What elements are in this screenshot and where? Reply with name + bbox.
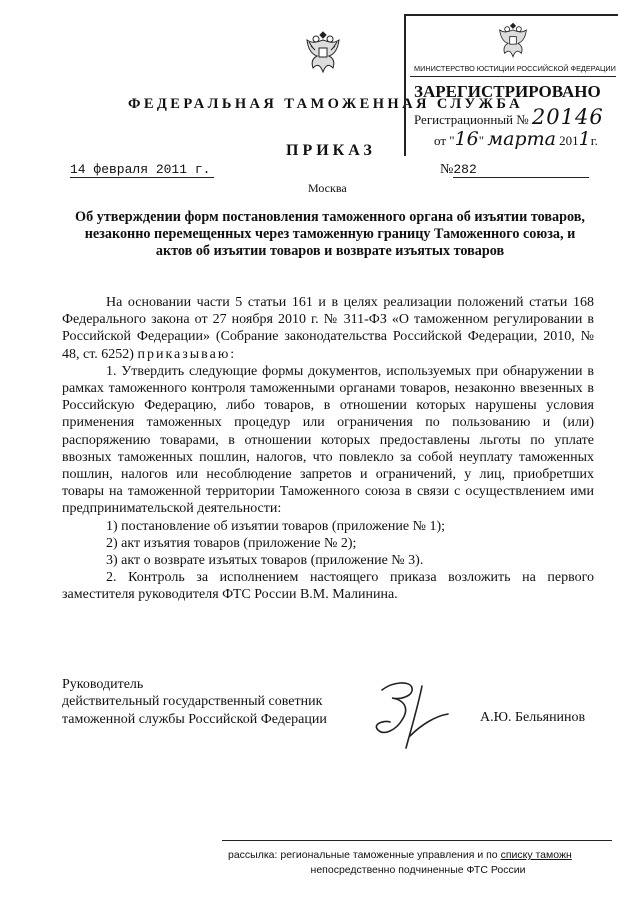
signatory-name: А.Ю. Бельянинов bbox=[480, 710, 586, 725]
agency-name: ФЕДЕРАЛЬНАЯ ТАМОЖЕННАЯ СЛУЖБА bbox=[128, 96, 524, 112]
stamp-divider bbox=[410, 76, 616, 77]
footer-divider bbox=[222, 840, 612, 841]
order-number: 282 bbox=[453, 162, 589, 178]
stamp-date-day: 16 bbox=[454, 128, 479, 150]
distribution-note bbox=[222, 848, 614, 878]
order-number-label: № bbox=[440, 162, 454, 177]
list-item: 1) постановление об изъятии товаров (приложение № 1); bbox=[106, 518, 446, 534]
order-date: 14 февраля 2011 г. bbox=[70, 162, 214, 178]
registration-stamp bbox=[404, 14, 618, 156]
stamp-date-prefix: от " bbox=[434, 133, 455, 148]
stamp-date-suffix: г. bbox=[590, 133, 598, 148]
stamp-ministry: МИНИСТЕРСТВО ЮСТИЦИИ РОССИЙСКОЙ ФЕДЕРАЦИИ bbox=[414, 64, 616, 73]
stamp-reg-label: Регистрационный № bbox=[414, 112, 529, 127]
signatory-line-3: таможенной службы Российской Федерации bbox=[62, 711, 327, 727]
stamp-date-year-prefix: 201 bbox=[559, 133, 579, 148]
clause-2: 2. Контроль за исполнением настоящего приказа возложить на первого заместителя руководителя ФТС России В.М. Малинина. bbox=[62, 570, 594, 603]
stamp-coat-of-arms-icon bbox=[496, 20, 530, 65]
document-body bbox=[62, 294, 594, 604]
clause-1: 1. Утвердить следующие формы документов, используемых при обнаружении в рамках таможенного контроля таможенными органами товаров, незаконно ввезенных в Российскую Федерацию, либо товаров, в отношении которых нарушены условия применения таможенных процедур или ограничения по пользованию и (или) распоряжению товарами, в отношении которых предоставлены льготы по уплате ввозных таможенных пошлин, налогов, что повлекло за собой неуплату таможенных пошлин, налогов или несоблюдение запретов и ограничений, у лиц, приобретших товары на таможенной территории Таможенного союза в связи с осуществлением ими предпринимательской деятельности: bbox=[62, 363, 594, 517]
stamp-reg-number: 20146 bbox=[531, 105, 604, 129]
stamp-date-month: марта bbox=[487, 128, 556, 150]
list-item: 3) акт о возврате изъятых товаров (приложение № 3). bbox=[106, 553, 424, 569]
signatory-line-2: действительный государственный советник bbox=[62, 694, 323, 710]
stamp-registered: ЗАРЕГИСТРИРОВАНО bbox=[414, 82, 601, 101]
distribution-prefix: рассылка: региональные таможенные управления и по bbox=[228, 849, 501, 861]
distribution-line-2: непосредственно подчиненные ФТС России bbox=[310, 864, 526, 876]
order-number-line bbox=[440, 162, 589, 178]
order-title: ПРИКАЗ bbox=[286, 142, 376, 159]
stamp-date-line bbox=[434, 128, 598, 150]
preamble-command: приказываю: bbox=[137, 346, 237, 362]
handwritten-signature bbox=[352, 676, 472, 761]
order-city: Москва bbox=[308, 181, 347, 195]
coat-of-arms-icon bbox=[303, 28, 343, 81]
signatory-line-1: Руководитель bbox=[62, 677, 144, 692]
distribution-line-1 bbox=[222, 848, 614, 863]
list-item: 2) акт изъятия товаров (приложение № 2); bbox=[106, 535, 357, 551]
preamble-text: На основании части 5 статьи 161 и в целях реализации положений статьи 168 Федерального закона от 27 ноября 2010 г. № 311-ФЗ «О таможенном регулировании в Российской Федерации» (Собрание законодательства Российской Федерации, 2010, № 48, ст. 6252) bbox=[62, 295, 594, 362]
stamp-registration-line bbox=[414, 105, 604, 129]
stamp-date-mid: " bbox=[478, 133, 485, 148]
preamble-paragraph bbox=[62, 294, 594, 363]
distribution-list-link: списку таможн bbox=[500, 849, 572, 861]
stamp-date-year-digit: 1 bbox=[578, 128, 591, 150]
signatory-title bbox=[62, 676, 327, 728]
document-title: Об утверждении форм постановления таможенного органа об изъятии товаров, незаконно перемещенных через таможенную границу Таможенного союза, и актов об изъятии товаров и возврате изъятых товаров bbox=[75, 209, 585, 259]
